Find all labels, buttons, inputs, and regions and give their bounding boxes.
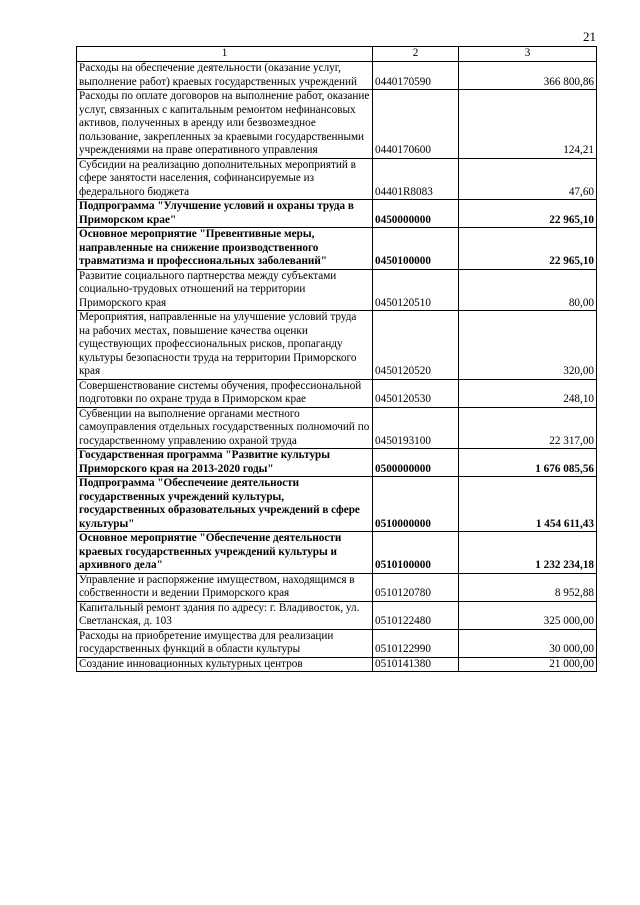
row-code: 0450000000 [373,200,459,228]
row-name: Государственная программа "Развитие культуры Приморского края на 2013-2020 годы" [77,449,373,477]
row-code: 0440170590 [373,62,459,90]
row-code: 0510122990 [373,629,459,657]
row-amount: 1 232 234,18 [459,532,597,574]
row-code: 0440170600 [373,90,459,159]
row-amount: 124,21 [459,90,597,159]
table-row [77,449,597,477]
row-name: Субсидии на реализацию дополнительных мероприятий в сфере занятости населения, софинансируемые из федерального бюджета [77,158,373,200]
row-amount: 8 952,88 [459,573,597,601]
row-name: Капитальный ремонт здания по адресу: г. Владивосток, ул. Светланская, д. 103 [77,601,373,629]
column-header-amount: 3 [459,47,597,62]
column-header-code: 2 [373,47,459,62]
table-row [77,657,597,672]
row-amount: 47,60 [459,158,597,200]
row-amount: 248,10 [459,379,597,407]
row-amount: 366 800,86 [459,62,597,90]
table-row [77,158,597,200]
table-row [77,228,597,270]
row-amount: 320,00 [459,311,597,380]
row-name: Мероприятия, направленные на улучшение условий труда на рабочих местах, повышение качества оценки существующих профессиональных рисков, пропаганду культуры безопасности труда на территории Приморского края [77,311,373,380]
row-name: Развитие социального партнерства между субъектами социально-трудовых отношений на территории Приморского края [77,269,373,311]
row-name: Расходы на приобретение имущества для реализации государственных функций в области культуры [77,629,373,657]
row-amount: 22 965,10 [459,228,597,270]
table-row [77,532,597,574]
table-body [77,62,597,672]
row-name: Расходы по оплате договоров на выполнение работ, оказание услуг, связанных с капитальным ремонтом нефинансовых активов, полученных в аренду или безвозмездное пользование, закрепленных за краевыми государственными учреждениями на праве оперативного управления [77,90,373,159]
row-code: 0510141380 [373,657,459,672]
table-row [77,269,597,311]
page-number: 21 [583,29,596,44]
column-header-name: 1 [77,47,373,62]
table-row [77,62,597,90]
row-name: Подпрограмма "Обеспечение деятельности государственных учреждений культуры, государственных образовательных учреждений в сфере культуры" [77,477,373,532]
row-code: 0450100000 [373,228,459,270]
table-row [77,573,597,601]
row-code: 0450120510 [373,269,459,311]
row-code: 0510120780 [373,573,459,601]
row-code: 0450193100 [373,407,459,449]
row-name: Создание инновационных культурных центров [77,657,373,672]
row-amount: 325 000,00 [459,601,597,629]
row-amount: 1 676 085,56 [459,449,597,477]
table-row [77,629,597,657]
row-amount: 21 000,00 [459,657,597,672]
row-code: 0510000000 [373,477,459,532]
row-amount: 1 454 611,43 [459,477,597,532]
row-code: 04401R8083 [373,158,459,200]
table-row [77,200,597,228]
row-amount: 22 317,00 [459,407,597,449]
row-code: 0450120520 [373,311,459,380]
budget-table [76,46,597,672]
row-name: Расходы на обеспечение деятельности (оказание услуг, выполнение работ) краевых государственных учреждений [77,62,373,90]
row-name: Совершенствование системы обучения, профессиональной подготовки по охране труда в Приморском крае [77,379,373,407]
row-name: Основное мероприятие "Обеспечение деятельности краевых государственных учреждений культуры и архивного дела" [77,532,373,574]
table-row [77,311,597,380]
table-row [77,379,597,407]
table-header-row [77,47,597,62]
table-row [77,407,597,449]
table-row [77,90,597,159]
row-name: Подпрограмма "Улучшение условий и охраны труда в Приморском крае" [77,200,373,228]
row-code: 0500000000 [373,449,459,477]
row-amount: 30 000,00 [459,629,597,657]
table-row [77,477,597,532]
row-code: 0450120530 [373,379,459,407]
row-amount: 80,00 [459,269,597,311]
row-amount: 22 965,10 [459,200,597,228]
row-code: 0510100000 [373,532,459,574]
row-code: 0510122480 [373,601,459,629]
row-name: Управление и распоряжение имуществом, находящимся в собственности и ведении Приморского края [77,573,373,601]
row-name: Субвенции на выполнение органами местного самоуправления отдельных государственных полномочий по государственному управлению охраной труда [77,407,373,449]
row-name: Основное мероприятие "Превентивные меры, направленные на снижение производственного травматизма и профессиональных заболеваний" [77,228,373,270]
table-row [77,601,597,629]
